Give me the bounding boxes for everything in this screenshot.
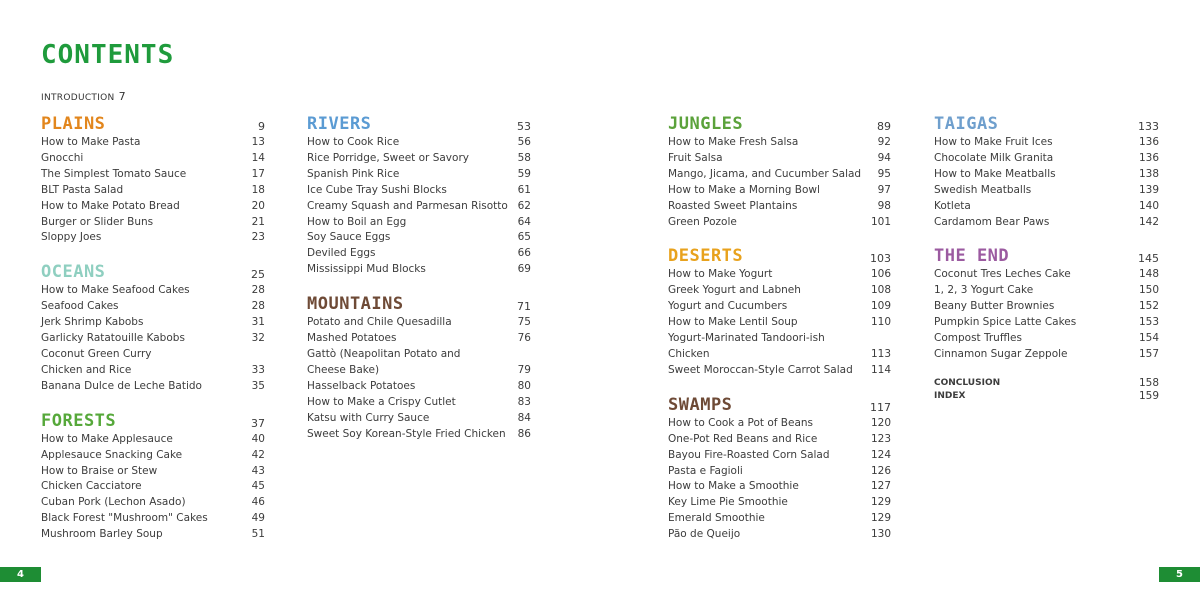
entry-page: 79 — [517, 363, 531, 376]
entry-page: 124 — [870, 448, 891, 461]
section-page: 71 — [517, 300, 531, 314]
toc-section-deserts — [668, 244, 891, 378]
back-matter-entry[interactable] — [934, 390, 1159, 403]
entry-page: 76 — [517, 332, 531, 345]
entry-page: 32 — [251, 332, 265, 345]
entry-page: 152 — [1138, 300, 1159, 313]
toc-entry[interactable] — [41, 448, 265, 464]
entry-title: Rice Porridge, Sweet or Savory — [307, 151, 469, 164]
toc-entry[interactable] — [41, 432, 265, 448]
entry-title: Mango, Jicama, and Cucumber Salad — [668, 167, 862, 180]
entry-title: Swedish Meatballs — [934, 183, 1032, 196]
toc-entry[interactable] — [934, 283, 1159, 299]
entry-page: 150 — [1138, 284, 1159, 297]
entry-title: Emerald Smoothie — [668, 512, 765, 525]
entry-title: Mashed Potatoes — [307, 332, 397, 345]
entry-page: 28 — [251, 284, 265, 297]
entry-page: 33 — [251, 363, 265, 376]
toc-entry[interactable] — [307, 427, 531, 443]
entry-page: 136 — [1138, 151, 1159, 164]
section-page: 37 — [251, 416, 265, 430]
entry-page: 106 — [870, 268, 891, 281]
toc-entry[interactable] — [934, 199, 1159, 215]
entry-page: 110 — [870, 316, 891, 329]
section-title: SWAMPS — [668, 394, 733, 415]
toc-entry[interactable] — [934, 299, 1159, 315]
entry-title: How to Boil an Egg — [307, 215, 407, 228]
entry-title: Ice Cube Tray Sushi Blocks — [307, 183, 447, 196]
entry-title: Pasta e Fagioli — [668, 464, 743, 477]
section-title: THE END — [934, 246, 1010, 267]
toc-column-4 — [934, 112, 1159, 403]
entry-title: Coconut Tres Leches Cake — [934, 268, 1071, 281]
toc-entry[interactable] — [41, 315, 265, 331]
page-number-right: 5 — [1159, 567, 1200, 582]
section-heading[interactable] — [934, 244, 1159, 266]
toc-entry[interactable] — [41, 151, 265, 167]
entry-page: 95 — [877, 167, 891, 180]
entry-title: Gnocchi — [41, 151, 84, 164]
toc-entry[interactable] — [307, 183, 531, 199]
section-heading[interactable] — [41, 112, 265, 134]
toc-entry[interactable] — [668, 135, 891, 151]
section-page: 25 — [251, 268, 265, 282]
toc-entry[interactable] — [668, 151, 891, 167]
entry-title: How to Make a Crispy Cutlet — [307, 395, 456, 408]
entry-title: Fruit Salsa — [668, 151, 723, 164]
entry-page: 42 — [251, 448, 265, 461]
entry-page: 20 — [251, 199, 265, 212]
entry-title: Cinnamon Sugar Zeppole — [934, 347, 1068, 360]
entry-title: Banana Dulce de Leche Batido — [41, 379, 202, 392]
entry-title: Black Forest "Mushroom" Cakes — [41, 512, 208, 525]
toc-entry[interactable] — [934, 267, 1159, 283]
entry-page: 21 — [251, 215, 265, 228]
entry-page: 120 — [870, 416, 891, 429]
toc-section-forests — [41, 409, 265, 543]
entry-title: How to Make Seafood Cakes — [41, 284, 190, 297]
entry-title: How to Make Pasta — [41, 136, 141, 148]
toc-entry[interactable] — [41, 167, 265, 183]
entry-page: 97 — [877, 183, 891, 196]
entry-title: Garlicky Ratatouille Kabobs — [41, 332, 185, 345]
entry-title: One-Pot Red Beans and Rice — [668, 432, 818, 445]
entry-page: 126 — [870, 464, 891, 477]
toc-entry[interactable] — [41, 299, 265, 315]
entry-title: How to Make Potato Bread — [41, 199, 180, 212]
entry-page: 92 — [877, 136, 891, 148]
toc-column-1 — [41, 112, 265, 557]
entry-title: Gattò (Neapolitan Potato and Cheese Bake) — [307, 347, 461, 376]
toc-entry[interactable] — [307, 246, 531, 262]
entry-title: Deviled Eggs — [307, 247, 376, 260]
toc-entry[interactable] — [307, 411, 531, 427]
toc-entry[interactable] — [41, 479, 265, 495]
toc-entry[interactable] — [668, 464, 891, 480]
entry-title: Greek Yogurt and Labneh — [668, 284, 801, 297]
entry-page: 108 — [870, 284, 891, 297]
toc-entry[interactable] — [668, 416, 891, 432]
entry-title: How to Make Applesauce — [41, 432, 173, 445]
toc-entry[interactable] — [41, 199, 265, 215]
toc-section-oceans — [41, 260, 265, 394]
entry-title: CONCLUSION — [934, 377, 1001, 388]
toc-section-swamps — [668, 393, 891, 543]
entry-title: Sweet Soy Korean-Style Fried Chicken — [307, 427, 506, 440]
entry-title: Cuban Pork (Lechon Asado) — [41, 496, 186, 509]
toc-entry[interactable] — [307, 215, 531, 231]
toc-entry[interactable] — [307, 262, 531, 278]
section-title: RIVERS — [307, 114, 372, 134]
entry-page: 43 — [251, 464, 265, 477]
entry-page: 64 — [517, 215, 531, 228]
toc-entry[interactable] — [668, 267, 891, 283]
introduction-page: 7 — [118, 90, 126, 103]
toc-entry[interactable] — [41, 511, 265, 527]
toc-entry[interactable] — [307, 379, 531, 395]
entry-page: 123 — [870, 432, 891, 445]
toc-column-3 — [668, 112, 891, 557]
toc-entry[interactable] — [307, 199, 531, 215]
entry-title: Compost Truffles — [934, 332, 1022, 345]
entry-page: 35 — [251, 379, 265, 392]
entry-title: Mississippi Mud Blocks — [307, 263, 426, 276]
toc-entry[interactable] — [307, 347, 531, 379]
entry-page: 14 — [251, 151, 265, 164]
entry-page: 86 — [517, 427, 531, 440]
section-title: MOUNTAINS — [307, 294, 404, 315]
section-title: OCEANS — [41, 262, 106, 283]
entry-title: Coconut Green Curry Chicken and Rice — [41, 347, 152, 376]
entry-title: How to Make Yogurt — [668, 268, 773, 281]
toc-entry[interactable] — [668, 183, 891, 199]
toc-entry[interactable] — [668, 363, 891, 379]
toc-entry[interactable] — [307, 331, 531, 347]
section-heading[interactable] — [668, 244, 891, 266]
toc-entry[interactable] — [668, 315, 891, 331]
toc-section-rivers — [307, 112, 531, 278]
entry-page: 127 — [870, 480, 891, 493]
section-title: PLAINS — [41, 114, 106, 134]
entry-title: Creamy Squash and Parmesan Risotto — [307, 199, 508, 212]
entry-page: 28 — [251, 300, 265, 313]
entry-title: Kotleta — [934, 199, 971, 212]
entry-page: 66 — [517, 247, 531, 260]
toc-entry[interactable] — [41, 347, 265, 379]
page-number-left: 4 — [0, 567, 41, 582]
toc-entry[interactable] — [41, 183, 265, 199]
entry-page: 129 — [870, 496, 891, 509]
section-page: 89 — [877, 120, 891, 133]
entry-title: How to Make Fruit Ices — [934, 136, 1053, 148]
entry-page: 17 — [251, 167, 265, 180]
entry-title: How to Make a Smoothie — [668, 480, 799, 493]
entry-page: 101 — [870, 215, 891, 228]
section-heading[interactable] — [934, 112, 1159, 134]
entry-title: The Simplest Tomato Sauce — [41, 167, 187, 180]
section-title: DESERTS — [668, 246, 744, 267]
entry-page: 153 — [1138, 316, 1159, 329]
toc-entry[interactable] — [934, 215, 1159, 231]
entry-title: How to Make Meatballs — [934, 167, 1056, 180]
entry-page: 140 — [1138, 199, 1159, 212]
toc-entry[interactable] — [668, 479, 891, 495]
section-title: TAIGAS — [934, 114, 999, 134]
toc-entry[interactable] — [668, 448, 891, 464]
entry-title: Pão de Queijo — [668, 528, 741, 541]
toc-entry[interactable] — [307, 135, 531, 151]
section-page: 103 — [870, 252, 891, 266]
toc-column-2 — [307, 112, 531, 456]
entry-page: 136 — [1138, 136, 1159, 148]
toc-entry[interactable] — [307, 395, 531, 411]
entry-page: 129 — [870, 512, 891, 525]
toc-entry[interactable] — [668, 495, 891, 511]
entry-title: Cardamom Bear Paws — [934, 215, 1050, 228]
toc-entry[interactable] — [41, 495, 265, 511]
entry-page: 158 — [1138, 376, 1159, 389]
entry-page: 83 — [517, 395, 531, 408]
entry-page: 80 — [517, 379, 531, 392]
toc-entry[interactable] — [307, 167, 531, 183]
toc-entry[interactable] — [41, 464, 265, 480]
entry-title: Yogurt and Cucumbers — [668, 300, 788, 313]
entry-title: 1, 2, 3 Yogurt Cake — [934, 284, 1034, 297]
entry-title: How to Cook Rice — [307, 136, 400, 148]
toc-entry[interactable] — [307, 151, 531, 167]
entry-page: 45 — [251, 480, 265, 493]
entry-page: 69 — [517, 263, 531, 276]
toc-section-the-end — [934, 244, 1159, 362]
toc-entry[interactable] — [41, 331, 265, 347]
toc-entry[interactable] — [934, 167, 1159, 183]
entry-title: Bayou Fire-Roasted Corn Salad — [668, 448, 830, 461]
section-heading[interactable] — [41, 260, 265, 282]
entry-page: 159 — [1138, 389, 1159, 402]
entry-title: Key Lime Pie Smoothie — [668, 496, 788, 509]
toc-entry[interactable] — [668, 527, 891, 543]
entry-page: 59 — [517, 167, 531, 180]
entry-page: 62 — [517, 199, 531, 212]
back-matter-entry[interactable] — [934, 377, 1159, 390]
toc-entry[interactable] — [668, 432, 891, 448]
toc-section-plains — [41, 112, 265, 246]
entry-title: Katsu with Curry Sauce — [307, 411, 430, 424]
entry-page: 65 — [517, 231, 531, 244]
toc-entry[interactable] — [934, 347, 1159, 363]
section-page: 9 — [258, 120, 265, 133]
entry-title: How to Braise or Stew — [41, 464, 158, 477]
entry-title: Green Pozole — [668, 215, 737, 228]
entry-page: 142 — [1138, 215, 1159, 228]
entry-title: Sweet Moroccan-Style Carrot Salad — [668, 363, 853, 376]
entry-title: Soy Sauce Eggs — [307, 231, 391, 244]
entry-page: 114 — [870, 363, 891, 376]
toc-entry[interactable] — [41, 379, 265, 395]
entry-title: How to Make Lentil Soup — [668, 316, 798, 329]
toc-entry[interactable] — [934, 331, 1159, 347]
toc-entry[interactable] — [668, 283, 891, 299]
entry-title: Burger or Slider Buns — [41, 215, 154, 228]
entry-page: 157 — [1138, 347, 1159, 360]
entry-page: 46 — [251, 496, 265, 509]
toc-entry[interactable] — [668, 215, 891, 231]
toc-entry[interactable] — [668, 511, 891, 527]
section-title: JUNGLES — [668, 114, 744, 134]
toc-entry[interactable] — [41, 230, 265, 246]
entry-page: 18 — [251, 183, 265, 196]
toc-section-taigas — [934, 112, 1159, 230]
toc-entry[interactable] — [934, 183, 1159, 199]
entry-page: 75 — [517, 316, 531, 329]
section-heading[interactable] — [668, 112, 891, 134]
toc-entry[interactable] — [668, 199, 891, 215]
toc-entry[interactable] — [934, 315, 1159, 331]
entry-page: 154 — [1138, 332, 1159, 345]
entry-title: Roasted Sweet Plantains — [668, 199, 798, 212]
introduction-entry[interactable] — [41, 90, 126, 103]
entry-page: 58 — [517, 151, 531, 164]
section-title: FORESTS — [41, 410, 117, 431]
entry-title: Spanish Pink Rice — [307, 167, 400, 180]
toc-entry[interactable] — [307, 230, 531, 246]
section-page: 145 — [1138, 252, 1159, 266]
entry-page: 130 — [870, 528, 891, 541]
entry-page: 51 — [251, 528, 265, 541]
entry-title: How to Make a Morning Bowl — [668, 183, 820, 196]
entry-title: Yogurt-Marinated Tandoori-ish Chicken — [668, 332, 825, 360]
toc-entry[interactable] — [934, 151, 1159, 167]
page-title: CONTENTS — [41, 40, 175, 70]
entry-title: Mushroom Barley Soup — [41, 528, 163, 541]
section-heading[interactable] — [668, 393, 891, 415]
toc-entry[interactable] — [41, 215, 265, 231]
entry-page: 23 — [251, 231, 265, 244]
section-heading[interactable] — [307, 292, 531, 314]
toc-entry[interactable] — [668, 331, 891, 363]
entry-title: Chicken Cacciatore — [41, 480, 142, 493]
entry-title: Hasselback Potatoes — [307, 379, 416, 392]
entry-title: How to Make Fresh Salsa — [668, 136, 799, 148]
toc-entry[interactable] — [668, 299, 891, 315]
entry-page: 61 — [517, 183, 531, 196]
entry-page: 56 — [517, 136, 531, 148]
toc-section-mountains — [307, 292, 531, 442]
toc-entry[interactable] — [41, 527, 265, 543]
toc-entry[interactable] — [307, 315, 531, 331]
entry-title: INDEX — [934, 390, 966, 401]
entry-page: 40 — [251, 432, 265, 445]
entry-title: Applesauce Snacking Cake — [41, 448, 183, 461]
entry-title: Beany Butter Brownies — [934, 300, 1055, 313]
entry-title: Chocolate Milk Granita — [934, 151, 1054, 164]
back-matter — [934, 377, 1159, 403]
section-heading[interactable] — [41, 409, 265, 431]
introduction-label: INTRODUCTION — [41, 93, 115, 103]
section-page: 117 — [870, 400, 891, 414]
entry-title: Sloppy Joes — [41, 231, 102, 244]
entry-page: 148 — [1138, 268, 1159, 281]
entry-page: 94 — [877, 151, 891, 164]
section-page: 133 — [1138, 120, 1159, 133]
entry-page: 31 — [251, 316, 265, 329]
entry-title: Seafood Cakes — [41, 300, 119, 313]
entry-page: 139 — [1138, 183, 1159, 196]
entry-page: 98 — [877, 199, 891, 212]
toc-entry[interactable] — [41, 135, 265, 151]
entry-page: 113 — [870, 347, 891, 360]
entry-title: Jerk Shrimp Kabobs — [41, 316, 144, 329]
entry-title: Pumpkin Spice Latte Cakes — [934, 316, 1077, 329]
toc-entry[interactable] — [934, 135, 1159, 151]
entry-title: BLT Pasta Salad — [41, 183, 124, 196]
entry-page: 49 — [251, 512, 265, 525]
toc-section-jungles — [668, 112, 891, 230]
entry-page: 138 — [1138, 167, 1159, 180]
toc-entry[interactable] — [668, 167, 891, 183]
toc-entry[interactable] — [41, 283, 265, 299]
entry-page: 13 — [251, 136, 265, 148]
entry-title: Potato and Chile Quesadilla — [307, 316, 452, 329]
entry-page: 109 — [870, 300, 891, 313]
section-page: 53 — [517, 120, 531, 133]
entry-page: 84 — [517, 411, 531, 424]
section-heading[interactable] — [307, 112, 531, 134]
entry-title: How to Cook a Pot of Beans — [668, 416, 814, 429]
